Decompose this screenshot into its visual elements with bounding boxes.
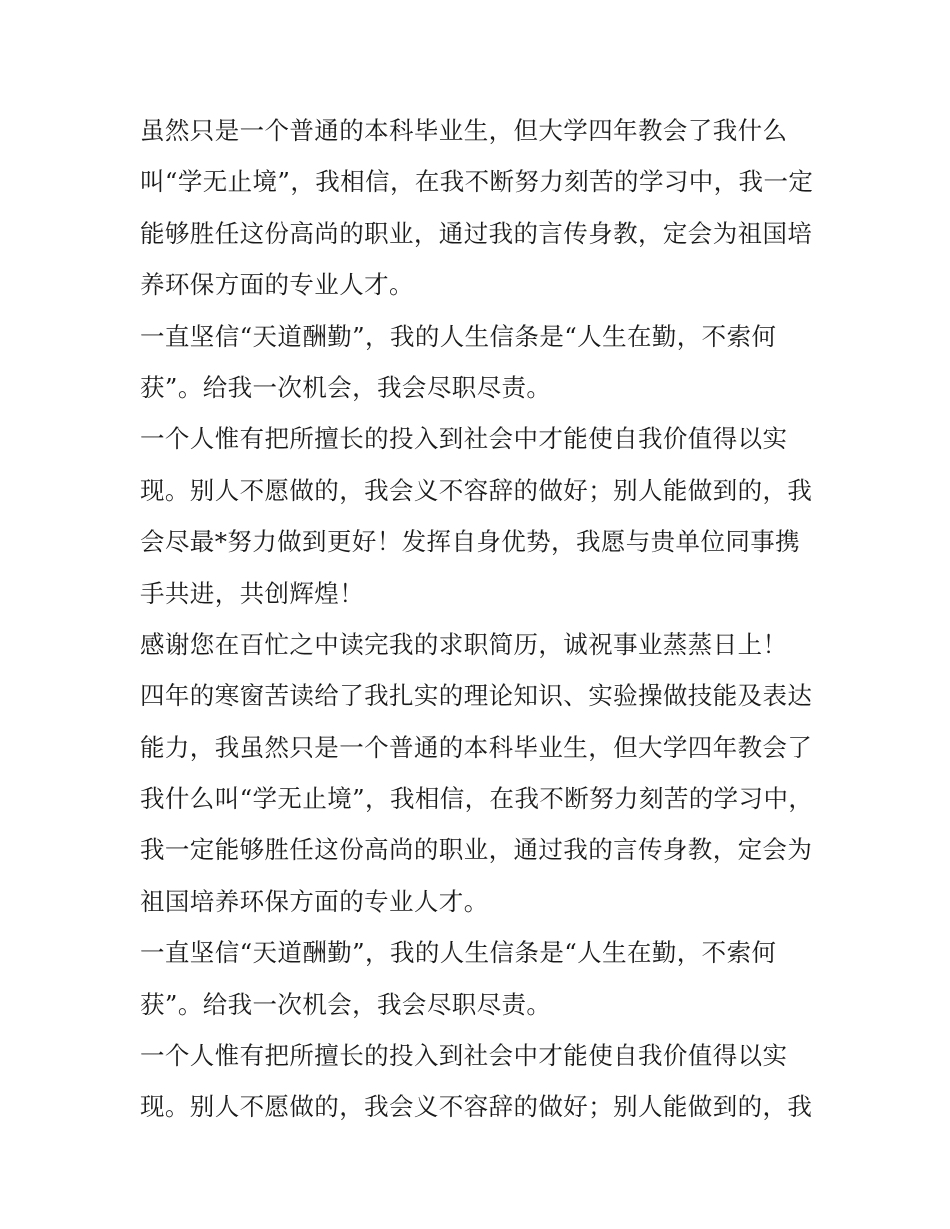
text-line: 一直坚信“天道酬勤”，我的人生信条是“人生在勤，不索何: [140, 321, 777, 351]
text-line: 一直坚信“天道酬勤”，我的人生信条是“人生在勤，不索何: [140, 938, 777, 968]
text-line: 养环保方面的专业人才。: [140, 270, 414, 300]
document-body: [140, 105, 820, 1133]
text-line: 获”。给我一次机会，我会尽职尽责。: [140, 372, 552, 402]
text-line: 会尽最*努力做到更好！发挥自身优势，我愿与贵单位同事携: [140, 527, 801, 557]
text-line: 能够胜任这份高尚的职业，通过我的言传身教，定会为祖国培: [140, 218, 813, 248]
text-line: 叫“学无止境”，我相信，在我不断努力刻苦的学习中，我一定: [140, 167, 814, 197]
text-line: 祖国培养环保方面的专业人才。: [140, 886, 489, 916]
text-line: 手共进，共创辉煌！: [140, 578, 365, 608]
text-line: 一个人惟有把所擅长的投入到社会中才能使自我价值得以实: [140, 1041, 788, 1071]
text-line: 虽然只是一个普通的本科毕业生，但大学四年教会了我什么: [140, 116, 788, 145]
text-line: 感谢您在百忙之中读完我的求职简历，诚祝事业蒸蒸日上！: [140, 629, 788, 659]
text-line: 获”。给我一次机会，我会尽职尽责。: [140, 989, 552, 1019]
text-line: 我什么叫“学无止境”，我相信，在我不断努力刻苦的学习中，: [140, 784, 814, 814]
text-line: 一个人惟有把所擅长的投入到社会中才能使自我价值得以实: [140, 424, 788, 454]
text-line: 现。别人不愿做的，我会义不容辞的做好；别人能做到的，我: [140, 475, 813, 505]
text-line: 能力，我虽然只是一个普通的本科毕业生，但大学四年教会了: [140, 732, 813, 762]
text-line: 现。别人不愿做的，我会义不容辞的做好；别人能做到的，我: [140, 1092, 813, 1122]
text-line: 我一定能够胜任这份高尚的职业，通过我的言传身教，定会为: [140, 835, 813, 865]
text-line: 四年的寒窗苦读给了我扎实的理论知识、实验操做技能及表达: [140, 681, 813, 711]
